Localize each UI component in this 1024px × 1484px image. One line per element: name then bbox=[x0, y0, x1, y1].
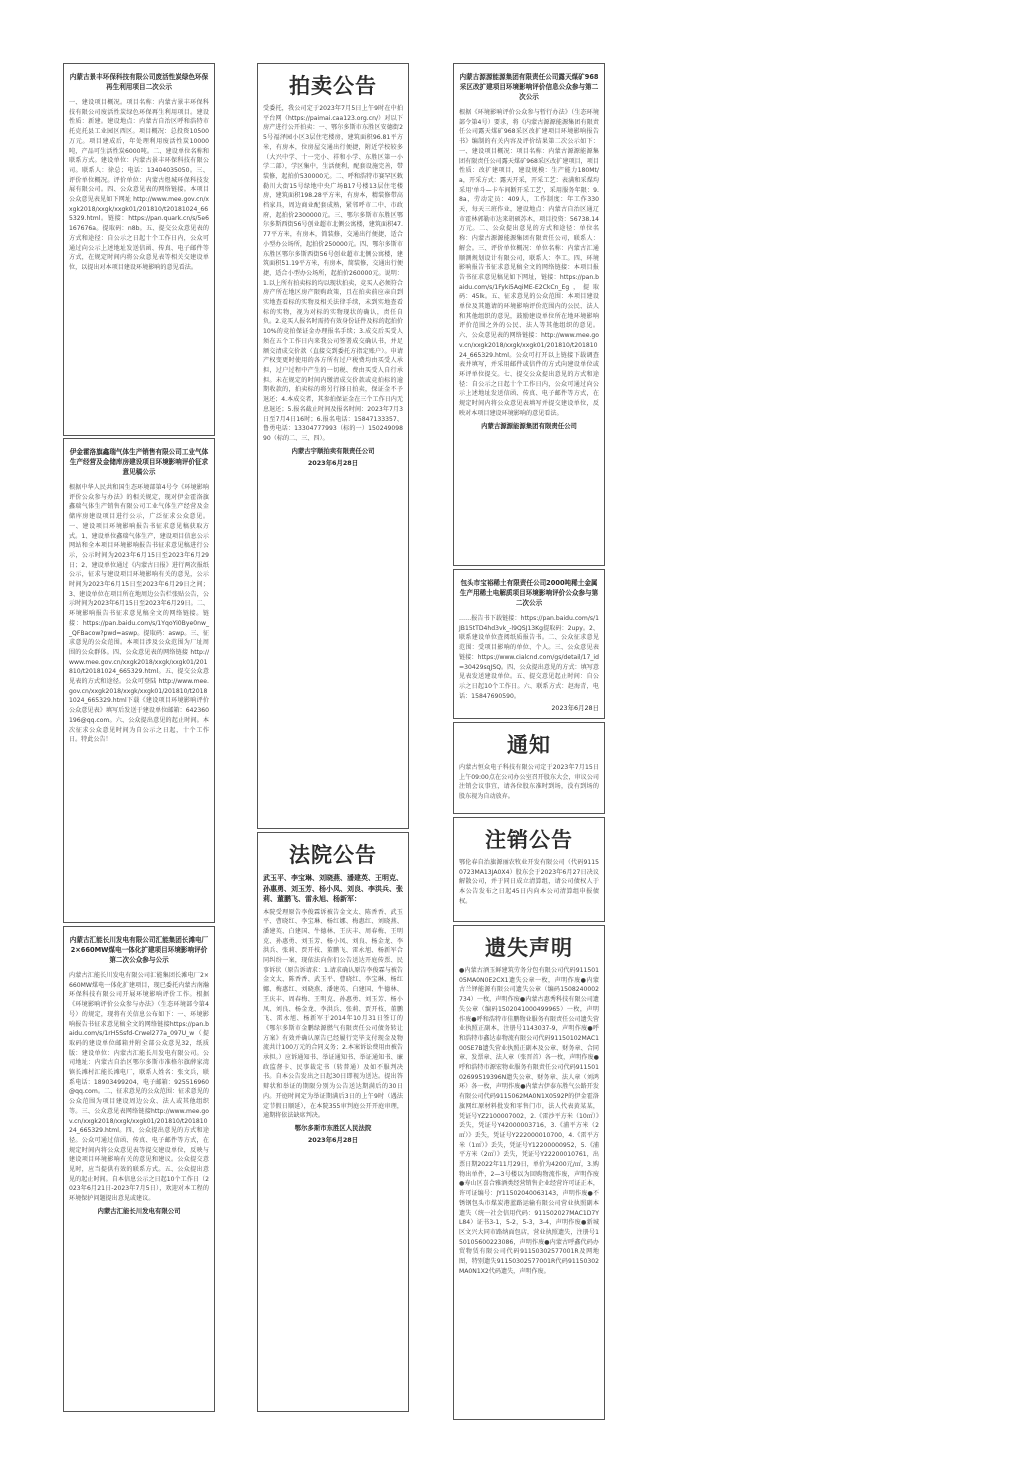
court-signature: 鄂尔多斯市东胜区人民法院 bbox=[294, 1123, 372, 1132]
tongzhi-title: 通知 bbox=[507, 732, 551, 757]
notice-title: 内蒙古景丰环保科技有限公司废活性炭绿色环保再生利用项目二次公示 bbox=[69, 73, 209, 91]
auction-date: 2023年6月28日 bbox=[307, 458, 359, 467]
zhuxiao-notice bbox=[453, 817, 605, 922]
notice-body: 根据《环境影响评价公众参与暂行办法》（生态环境部令第4号）要求，将《内蒙古源源能源集团有限责任公司露天煤矿968采区改扩建项目环境影响报告书》编制的有关内容及评价结果第二次公示如下：一、建设项目概况：项目名称：内蒙古源源能源集团有限责任公司露天煤矿968采区改扩建项目，项目性质：改扩建项目，建设规模：生产能力180Mt/a，开采方式：露天开采，开采工艺：表满和采煤均采用'单斗—卡车间断开采工艺'，采用服务年限：9.8a，劳动定员：409人，工作制度：年工作330天，每天三班作业，建设地点：内蒙古自治区通辽市霍林郭勒市达来胡硕苏木，项目投资：56738.14万元。二、公众提出意见的方式和途径：单位名称：内蒙古源源能源集团有限责任公司，联系人：解会。三、评价单位概况：单位名称：内蒙古汇通顺测规划设计有限公司，联系人：李工。四、环境影响报告书征求意见稿全文的网络链接：本项目报告书征求意见稿见如下网址，链接：https://pan.baidu.com/s/1Fyki5AqiME-E2CkCn_Eg，提取码：45lk。五、征求意见的公众范围：本项目建设单位及其邀请的环境影响评价范围内的公民、法人和其他组织的意见，鼓励建设单位所在地环境影响评价范围之外的公民、法人等其他组织的意见。六、公众意见表的网络链接：http://www.mee.gov.cn/xxgk2018/xxgk/xxgk01/201810/t20181024_665329.html。公众可打开以上链接下载调查表并填写，并采用邮件或信件的方式向建设单位或环评单位提交。七、提交公众提出意见的方式和途径：自公示之日起十个工作日内，公众可通过向公示上述地址发送信函、传真、电子邮件等方式，在规定时间内将公众意见表填写并提交建设单位，反映对本项目建设环境影响的意见看法。 bbox=[459, 109, 599, 417]
court-body: 本院受理原告李俊霖诉被告金文太、陈香香、武玉平、曹晓红、李宝琳、杨红娜、梅惠红、刘晓燕、潘建英、白建国、牛德林、王庆丰、周春梅、王明克、孙惠勇、刘玉芳、杨小凤、刘良、杨金龙、李洪兵、张莉、贾开枝、董鹏飞、雷永旭、杨新军合同纠纷一案，现依法向你们公告送达开庭传票、民事诉状（原告诉请求：1.请求确认原告李俊霖与被告金文太、陈香香、武玉平、曹晓红、李宝琳、杨红娜、梅惠红、刘晓燕、潘建英、白建国、牛德林、王庆丰、周春梅、王明克、孙惠勇、刘玉芳、杨小凤、刘良、杨金龙、李洪兵、张莉、贾开枝、董鹏飞、雷永旭、杨新军于2014年10月31日签订的《鄂尔多斯市金鹏绿源燃气有限责任公司债务转让方案》有效并确认原告已经履行完毕支付现金及物流共计100万元的合同义务；2.本案诉讼费用由被告承担。）应诉通知书、举证通知书、举证通知书、廉政监督卡、民事裁定书（转普通）及如不服判决书。自本公告发出之日起30日即视为送达。提出答辩状和举证的期限分别为公告送达期满后的30日内。开庭时间定为举证期满后3日的上午9时（遇法定节假日顺延），在本院355审判庭公开开庭审理，逾期将依法缺席判决。 bbox=[263, 908, 403, 1120]
notice-title: 内蒙古汇能长川发电有限公司汇能集团长滩电厂2×660MW煤电一体化扩建项目环境影响评价第二次公众参与公示 bbox=[69, 936, 209, 964]
court-notice bbox=[257, 832, 409, 1412]
notice-body: 内蒙古汇能长川发电有限公司汇能集团长滩电厂2×660MW煤电一体化扩建项目，现已委托内蒙古南瀚环保科技有限公司开展环境影响评价工作。根据《环境影响评价公众参与办法》（生态环境部令第4号）的规定，现将有关信息公布如下：一、环境影响报告书征求意见稿全文的网络链接https://pan.baidu.com/s/1rH5Ssfd-Crwel277a_097U_w（提取码的建设单位邮箱并附全部公众意见32，纸质版：建设单位：内蒙古汇能长川发电有限公司。公司地址：内蒙古自治区鄂尔多斯市准格尔旗薛家湾镇长滩村汇能长滩电厂，联系人姓名：张文兵，联系电话：18903499204，电子邮箱：925516960@qq.com。二、征求意见的公众范围：征求意见的公众范围为项目建设周边公众、法人或其他组织等。三、公众意见表网络链接http://www.mee.gov.cn/xxgk2018/xxgk/xxgk01/201810/t20181024_665329.html。四、公众提出意见的方式和途径。公众可通过信函、传真、电子邮件等方式，在规定时间内将公众意见表等提交建设单位，反映与建设项目环境影响有关的意见和建议。公众提交意见时，应当提供有效的联系方式。五、公众提出意见的起止时间。自本信息公示之日起10个工作日（2023年6月21日-2023年7月5日），欢迎对本工程的环境保护问题提出意见或建议。 bbox=[69, 972, 209, 1203]
notice-body: 一、建设项目概况。项目名称：内蒙古景丰环保科技有限公司废活性炭绿色环保再生利用项目。建设性质：新建。建设地点：内蒙古自治区呼和浩特市托克托县工业园区西区。项目概况：总投资10500万元。项目建成后，年处理利用废活性炭10000吨，产品可生活性炭6000吨。二、建设单位名称和联系方式。建设单位：内蒙古景丰环保科技有限公司。联系人：徐总；电话：13404035050。三、评价单位概况。评价单位：内蒙古煜城环保科技发展有限公司。四、公众意见表的网络链接。本项目公众意见表见如下网址 http://www.mee.gov.cn/xxgk2018/xxgk/xxgk01/201810/t20181024_665329.html。链接：https://pan.quark.cn/s/5e6167676a。提取码：n8b。五、提交公众意见表的方式和途径：自公示之日起十个工作日内，公众可通过向公示上述地址发送信函、传真、电子邮件等方式，在规定时间内将公众意见表等相关交建设单位，以提出对本项目建设环境影响的意见看法。 bbox=[69, 99, 209, 271]
notice-huineng bbox=[63, 926, 215, 1412]
notice-body: ……报告书下载链接：https://pan.baidu.com/s/1JB15tTD4hd3vk_-l9QSJ13Kg提取码：2upy。2、联系建设单位查阅纸质报告书。二、公众征求意见范围：受项目影响的单位、个人。三、公众意见表链接：https://www.cialcnd.com/gs/detail/17_id=30429sqJSQ。四、公众提出意见的方式：填写意见表发送建设单位。五、提交意见起止时间：自公示之日起10个工作日。六、联系方式：赵海青，电话：15847690590。 bbox=[459, 615, 599, 700]
tongzhi-notice bbox=[453, 722, 605, 814]
notice-yuanyuan bbox=[453, 63, 605, 566]
yishi-notice bbox=[453, 925, 605, 1420]
notice-title: 伊金霍洛旗鑫瑞气体生产销售有限公司工业气体生产经营及金储库房建设项目环境影响评价征求意见稿公示 bbox=[69, 448, 209, 476]
notice-signature: 内蒙古源源能源集团有限责任公司 bbox=[481, 421, 577, 430]
notice-signature: 内蒙古汇能长川发电有限公司 bbox=[97, 1206, 181, 1215]
zhuxiao-body: 鄂伦春自治旗源丽农牧业开发有限公司（代码91150723MA13JA0X4）股东会于2023年6月27日决议解散公司，并于同日成立清算组，请公司债权人于本公告发布之日起45日内向本公司清算组申报债权。 bbox=[459, 859, 599, 905]
yishi-body: ●内蒙古酒玉鲜建筑劳务分包有限公司代码91150105MA0N0E2CX1遗失公章一枚，声明作废●内蒙古兰铎能源有限公司遗失公章（编码1508240002734）一枚，声明作废●内蒙古惠秀科技有限公司遗失公章（编码1502041000499965）一枚，声明作废●呼和浩特市佳鹏物业服务有限责任公司遗失营业执照正副本，注册号1143037-9，声明作废●呼和浩特市鑫达泰物流有限公司代码91150102MAC100SE7B遗失营业执照正副本及公章、财务章、合同章、发票章、法人章（张晋首）各一枚，声明作废●呼和浩特市源宏物业服务有限责任公司代码91150102699519396N遗失公章、财务章、法人章（刘鸿环）各一枚，声明作废●内蒙古伊泰东胜气公路开发有限公司代码9115062MA0N1X0592P的伊金霍洛旗网红原材料批发和零售门市，法人代表黄某某，凭证号YZ2100007002，2.《雷沙平方米（10㎡）》丢失，凭证号Y42000003716，3.《浦平方米（2㎡）》丢失，凭证号Y222000010700，4.《雷平方米（1㎡）》丢失，凭证号Y12200000952，5.《浦平方米（2㎡）》丢失，凭证号Y22200010761，出票日期2022年11月29日，单价为4200元/㎡，3.购物出单件，2—3号楼以为回购物流作废，声明作废●寿山区喜合雅酒类经营销售企业经营许可证正本，许可证编号：JY11502040063143，声明作废●不锈钢包头市煤炭港蓝路运输有限公司营业执照副本遗失（统一社会信用代码：911502027MAC1D7YL84）证书3-1，5-2，5-3，3-4，声明作废●新城区文兴大同市路纳面包店，营业执照遗失，注册号150105600223086，声明作废●内蒙古呼鑫代码办贸物赁有限公司代码91150302577001R及网地图，特别遗失91150302577001R代码91150302MA0N1X2代码遗失，声明作废。 bbox=[459, 967, 599, 1275]
notice-title: 内蒙古源源能源集团有限责任公司露天煤矿968采区改扩建项目环境影响评价信息公众参与第二次公示 bbox=[459, 73, 599, 101]
yishi-title: 遗失声明 bbox=[485, 935, 573, 960]
auction-body: 受委托，我公司定于2023年7月5日上午9时在中拍平台网（https://paimai.caa123.org.cn/）对以下房产进行公开拍卖：一、鄂尔多斯市东胜区安德街25号福泽园小区3层住宅楼房，建筑面积96.81平方米，有房本，位房屋交通出行便捷，附近学校较多（大兴中学、十一完小、祥和小学、东胜区第一小学二部），学区集中，生活便利，配套设施完善，带装修，起拍价530000元。二、呼和浩特市赛罕区敕勒川大街15号绿地中央广场B17号楼13层住宅楼房，建筑面积198.28平方米，有房本，精装修带高档家具，周边商业配套成熟，紧邻呼市二中、市政府，起拍价2300000元。三、鄂尔多斯市东胜区鄂尔多斯西街56号创业超市北侧公寓楼，建筑面积47.77平方米，有房本，简装修，交通出行便捷，适合小型办公场所，起拍价250000元。四、鄂尔多斯市东胜区鄂尔多斯西街56号创业超市北侧公寓楼，建筑面积51.19平方米，有房本，简装修，交通出行便捷，适合小型办公场所，起拍价260000元。说明：1.以上所有拍卖标的均以现状拍卖，竞买人必须符合房产所在地区房产限购政策，且在拍卖前应亲自到实地查看标的实物及相关法律手续，未到实地查看标的实物，视为对标的实物现状的确认，责任自负。2.竞买人报名时需持有效身份证件及标的起拍价10%的竞拍保证金办理报名手续；3.成交后买受人须在五个工作日内来我公司签署成交确认书，并足额交清成交价款（直接交到委托方指定账户）。申请产权变更时使用的各方所有过户税费均由买受人承担，过户过程中产生的一切税、费由买受人自行承担。未在规定的时间内缴清成交价款或竞拍标的逾期收款的，拍卖标的将另行择日拍卖，保证金不予退还；4.本成交者，其参拍保证金在三个工作日内无息退还；5.报名截止时间及报名时间：2023年7月3日至7月4日16时；6.报名电话：15847133357、鲁勇电话：13304777993（标的一）15024909890（标的二、三、四）。 bbox=[263, 105, 403, 442]
notice-date: 2023年6月28日 bbox=[551, 704, 599, 713]
court-title: 法院公告 bbox=[289, 842, 377, 867]
notice-xinrui bbox=[63, 438, 215, 923]
notice-jingfeng bbox=[63, 63, 215, 436]
auction-notice bbox=[257, 63, 409, 829]
tongzhi-body: 内蒙古恒众电子科技有限公司定于2023年7月15日上午09:00点在公司办公室召开股东大会，审议公司注销会议事宜，请各位股东准时到场，没有到场的股东视为自动放弃。 bbox=[459, 764, 599, 801]
court-defendants: 武玉平、李宝琳、刘晓燕、潘建英、王明克、孙惠勇、刘玉芳、杨小凤、刘良、李洪兵、张莉、董鹏飞、雷永旭、杨新军： bbox=[263, 874, 403, 903]
notice-baoyu bbox=[453, 569, 605, 719]
notice-title: 包头市宝裕稀土有限责任公司2000吨稀土金属生产用稀土电解质项目环境影响评价公众参与第二次公示 bbox=[459, 579, 599, 607]
auction-signature: 内蒙古宇顺拍卖有限责任公司 bbox=[291, 446, 375, 455]
court-date: 2023年6月28日 bbox=[307, 1135, 359, 1144]
auction-title: 拍卖公告 bbox=[289, 73, 377, 98]
zhuxiao-title: 注销公告 bbox=[485, 827, 573, 852]
notice-body: 根据中华人民共和国生态环境部第4号令《环境影响评价公众参与办法》的相关规定，现对伊金霍洛旗鑫瑞气体生产销售有限公司工业气体生产经营及金储库房建设项目进行公示，广泛征求公众意见。一、建设项目环境影响报告书征求意见稿获取方式。1、建设单位鑫瑞气体生产，建设项目信息公示网站和全本项目环境影响报告书征求意见稿进行公示，公示时间为2023年6月15日至2023年6月29日；2、建设单位通过《内蒙古日报》进行两次报纸公示，征求与建设项目环境影响有关的意见，公示时间为2023年6月15日至2023年6月29日之间；3、建设单位在项目所在地周边公告栏张贴公告，公示时间为2023年6月15日至2023年6月29日。二、环境影响报告书征求意见稿全文的网络链接。链接：https://pan.baidu.com/s/1YqoYi0Bye0nw__QFBacow?pwd=aswp。提取码：aswp。三、征求意见的公众范围。本项目涉及公众范围为厂址周围的公众群体。四、公众意见表的网络链接 http://www.mee.gov.cn/xxgk2018/xxgk/xxgk01/201810/t20181024_665329.html。五、提交公众意见表的方式和途径。公众可登陆 http://www.mee.gov.cn/xxgk2018/xxgk/xxgk01/201810/t20181024_665329.html下载《建设项目环境影响评价公众意见表》填写后发送于建设单位邮箱：642360196@qq.com。六、公众提出意见的起止时间。本次征求公众意见时间为自公示之日起，十个工作日。特此公告！ bbox=[69, 484, 209, 744]
